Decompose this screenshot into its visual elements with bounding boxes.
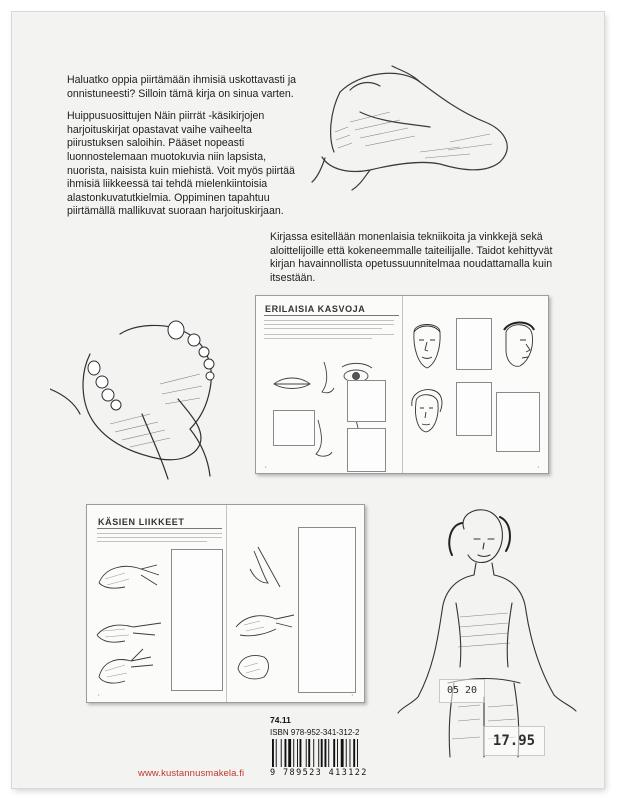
barcode-bar — [357, 739, 358, 767]
barcode-bar — [308, 739, 310, 767]
barcode-bar — [300, 739, 302, 767]
barcode-bar — [325, 739, 327, 767]
barcode-bar — [288, 739, 291, 767]
barcode-bar — [333, 739, 335, 767]
publisher-url[interactable]: www.kustannusmakela.fi — [138, 768, 245, 779]
barcode-digits: 9 789523 413122 — [270, 768, 368, 778]
practice-box — [456, 318, 492, 370]
barcode-bar — [313, 739, 314, 767]
sample-spread-faces: ERILAISIA KASVOJA • • — [255, 295, 549, 474]
hand-drawings-left — [95, 553, 167, 693]
sample-spread-hands: KÄSIEN LIIKKEET • • — [86, 504, 365, 703]
barcode-bar — [328, 739, 329, 767]
practice-box — [298, 527, 356, 693]
price-code: 74.11 — [270, 715, 291, 725]
practice-box — [273, 410, 315, 446]
barcode-bar — [346, 739, 347, 767]
reclining-figure-drawing — [300, 52, 530, 202]
barcode — [270, 739, 382, 767]
barcode-bar — [281, 739, 282, 767]
barcode-bar — [350, 739, 351, 767]
barcode-area — [270, 715, 388, 778]
middle-text: Kirjassa esitellään monenlaisia tekniikoita ja vinkkejä sekä aloittelijoille että kokeneemmalle taiteilijalle. Taidot kehittyvät kirjan havainnollista opetussuunnitelmaa noudattamalla kuin itsestään. — [270, 231, 553, 284]
barcode-bar — [272, 739, 274, 767]
barcode-bar — [276, 739, 277, 767]
practice-box — [456, 382, 492, 436]
barcode-bar — [321, 739, 323, 767]
barcode-bar — [285, 739, 287, 767]
book-back-cover — [12, 12, 604, 788]
practice-box — [171, 549, 223, 691]
barcode-bar — [337, 739, 338, 767]
title-rule — [97, 528, 222, 529]
barcode-bar — [318, 739, 319, 767]
spread-gutter — [226, 505, 227, 702]
practice-box — [496, 392, 540, 452]
practice-box — [347, 380, 386, 422]
spread-gutter — [402, 296, 403, 473]
hand-drawings-right — [230, 527, 300, 687]
side-face-drawing — [496, 320, 540, 374]
spread-faces-title: ERILAISIA KASVOJA — [265, 304, 366, 314]
male-face-drawing — [406, 318, 448, 374]
female-face-drawing — [406, 388, 446, 438]
title-rule — [264, 315, 399, 316]
barcode-bar — [293, 739, 294, 767]
barcode-bar — [341, 739, 344, 767]
intro-paragraph-1: Haluatko oppia piirtämään ihmisiä uskottavasti ja onnistuneesti? Silloin tämä kirja on sinua varten. — [67, 74, 297, 100]
barcode-bar — [353, 739, 355, 767]
barcode-bar — [297, 739, 298, 767]
intro-paragraph-2: Huippusuosittujen Näin piirrät -käsikirjojen harjoituskirjat opastavat vaihe vaiheelta piirustuksen saloihin. Pääset nopeasti luonnostelemaan muotokuvia niin lapsista, nuorista, naisista kuin miehistä. Voit myös piirtää ihmisiä liikkeessä tai tehdä mielenkiintoisia alastonkuvatutkielmia. Oppiminen tapahtuu piirtämällä mallikuvat suoraan harjoituskirjaan. — [67, 110, 295, 218]
price-sticker: 17.95 — [483, 726, 545, 756]
feet-drawing — [50, 294, 235, 494]
date-sticker: 05 20 — [439, 679, 485, 703]
isbn-text: ISBN 978-952-341-312-2 — [270, 728, 360, 737]
practice-box — [347, 428, 386, 472]
spread-hands-title: KÄSIEN LIIKKEET — [98, 517, 185, 527]
intro-text — [67, 74, 307, 228]
barcode-bar — [306, 739, 307, 767]
